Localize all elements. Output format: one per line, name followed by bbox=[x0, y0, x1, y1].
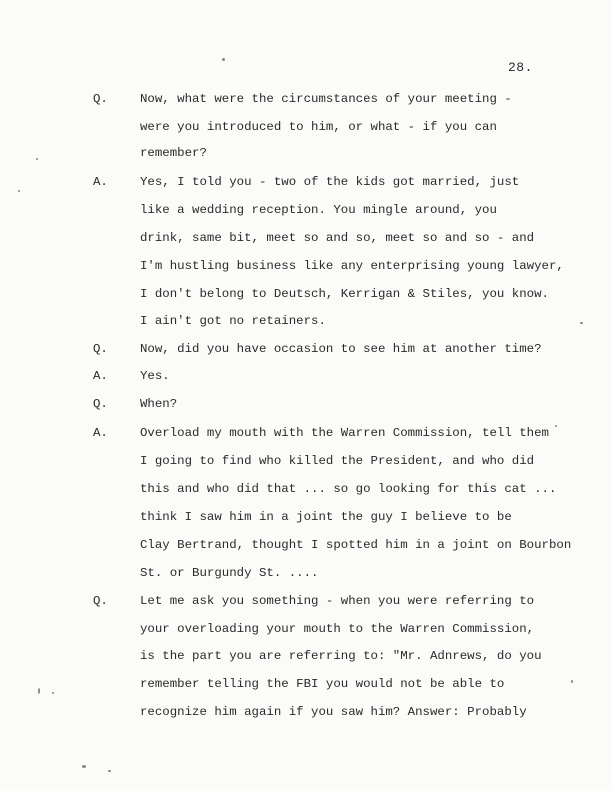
line-text: Overload my mouth with the Warren Commission, tell them bbox=[140, 426, 549, 440]
scan-speck bbox=[222, 58, 225, 61]
line-text: I don't belong to Deutsch, Kerrigan & Stiles, you know. bbox=[140, 287, 549, 301]
line-text: Now, did you have occasion to see him at another time? bbox=[140, 342, 542, 356]
scan-speck bbox=[555, 425, 557, 427]
speaker-label: Q. bbox=[93, 342, 108, 356]
line-text: your overloading your mouth to the Warren Commission, bbox=[140, 622, 535, 636]
line-text: remember? bbox=[140, 146, 207, 160]
line-text: like a wedding reception. You mingle around, you bbox=[140, 203, 497, 217]
scan-speck bbox=[38, 688, 40, 694]
line-text: remember telling the FBI you would not be able to bbox=[140, 677, 505, 691]
line-text: Yes, I told you - two of the kids got married, just bbox=[140, 175, 520, 189]
line-text: Yes. bbox=[140, 369, 170, 383]
line-text: is the part you are referring to: "Mr. Adnrews, do you bbox=[140, 649, 542, 663]
scan-speck bbox=[82, 765, 86, 768]
line-text: were you introduced to him, or what - if you can bbox=[140, 120, 497, 134]
speaker-label: A. bbox=[93, 175, 108, 189]
line-text: When? bbox=[140, 397, 178, 411]
line-text: I ain't got no retainers. bbox=[140, 314, 326, 328]
line-text: recognize him again if you saw him? Answer: Probably bbox=[140, 705, 527, 719]
scan-speck bbox=[108, 770, 111, 772]
speaker-label: A. bbox=[93, 426, 108, 440]
line-text: I'm hustling business like any enterprising young lawyer, bbox=[140, 259, 564, 273]
line-text: this and who did that ... so go looking for this cat ... bbox=[140, 482, 557, 496]
line-text: drink, same bit, meet so and so, meet so and so - and bbox=[140, 231, 535, 245]
speaker-label: Q. bbox=[93, 594, 108, 608]
scan-speck bbox=[36, 158, 38, 160]
scan-speck bbox=[52, 692, 54, 694]
scan-speck bbox=[580, 322, 583, 324]
line-text: St. or Burgundy St. .... bbox=[140, 566, 319, 580]
scan-speck bbox=[18, 190, 20, 192]
page-number: 28. bbox=[508, 60, 533, 75]
line-text: I going to find who killed the President, and who did bbox=[140, 454, 535, 468]
speaker-label: A. bbox=[93, 369, 108, 383]
scan-speck bbox=[571, 680, 573, 683]
line-text: Clay Bertrand, thought I spotted him in a joint on Bourbon bbox=[140, 538, 572, 552]
speaker-label: Q. bbox=[93, 397, 108, 411]
speaker-label: Q. bbox=[93, 92, 108, 106]
line-text: Now, what were the circumstances of your meeting - bbox=[140, 92, 512, 106]
line-text: Let me ask you something - when you were referring to bbox=[140, 594, 535, 608]
line-text: think I saw him in a joint the guy I believe to be bbox=[140, 510, 512, 524]
